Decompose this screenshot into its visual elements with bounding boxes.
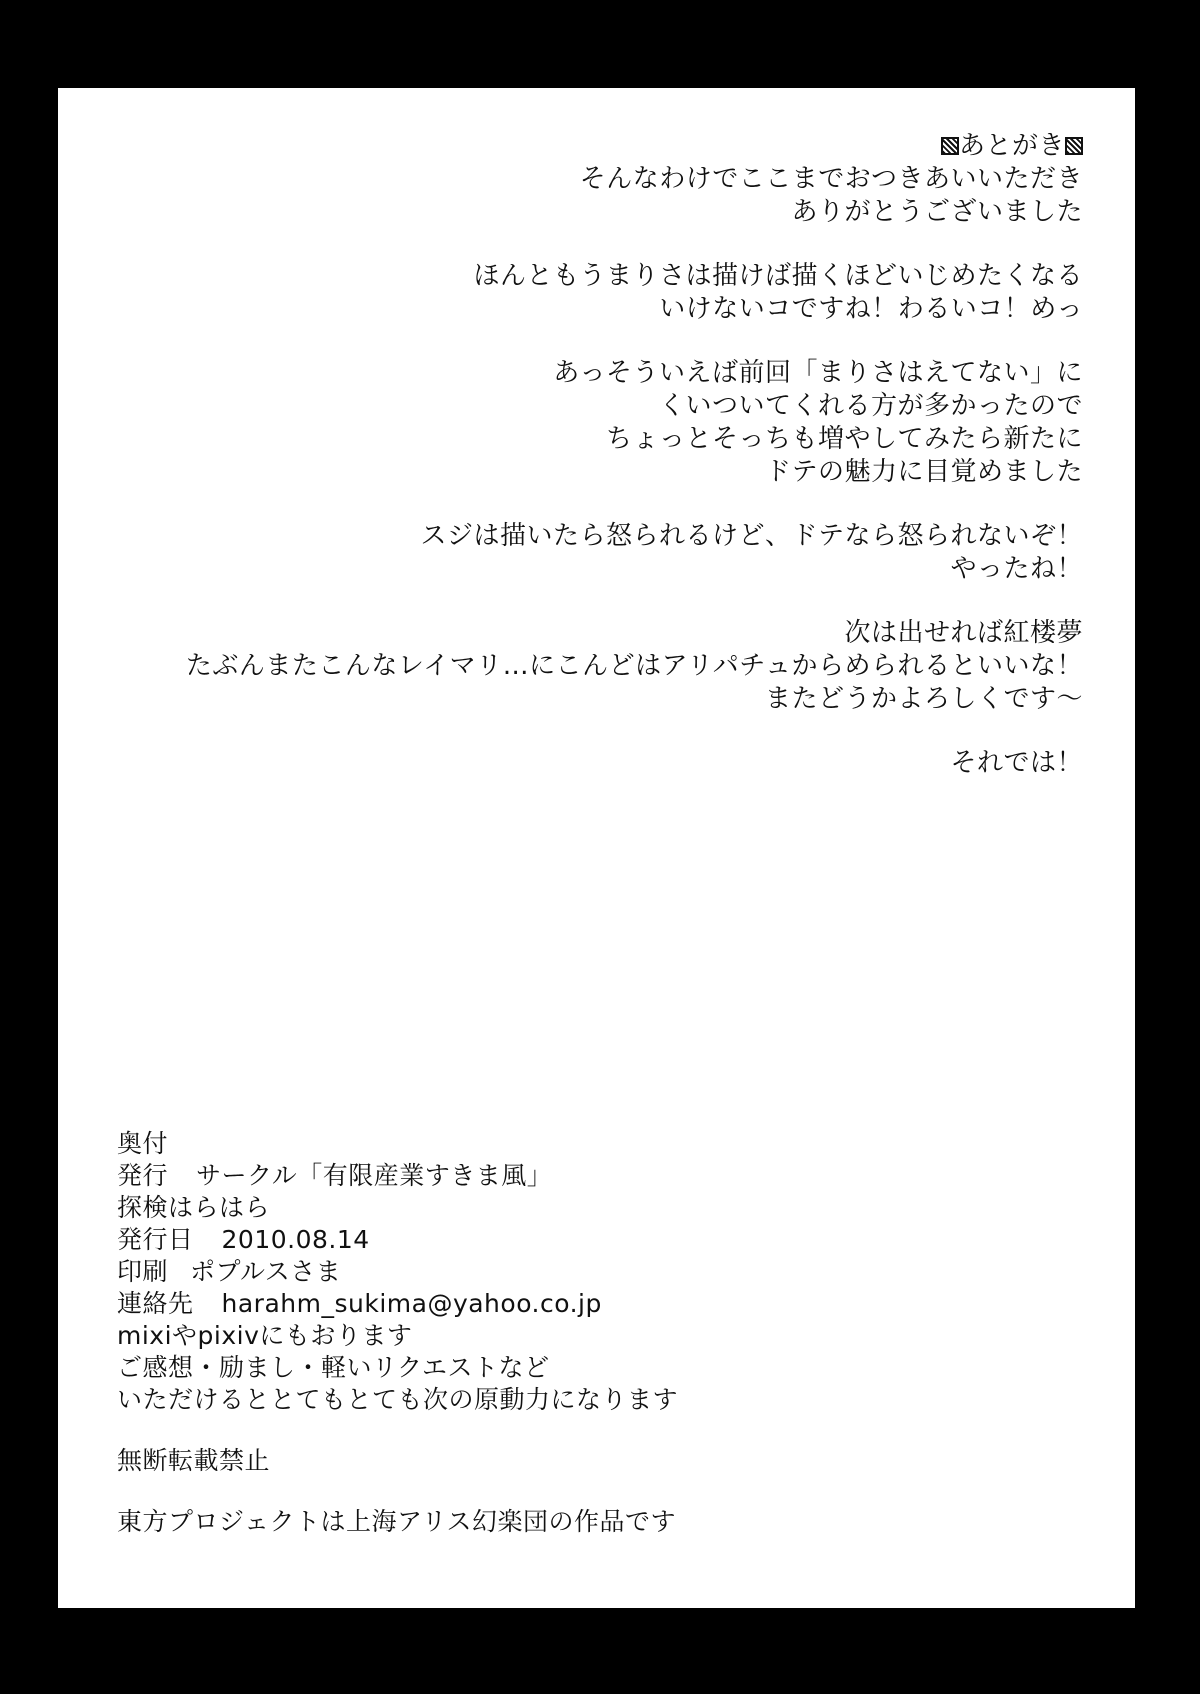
publisher-label: 発行 xyxy=(117,1161,169,1190)
text-line: スジは描いたら怒られるけど、ドテなら怒られないぞ！ xyxy=(420,521,1083,551)
date-label: 発行日 xyxy=(117,1225,194,1254)
contact-email: harahm_sukima@yahoo.co.jp xyxy=(221,1289,602,1318)
colophon-title: 奥付 xyxy=(117,1129,169,1158)
contact-row xyxy=(117,1288,678,1320)
note-line: いただけるととてもとても次の原動力になります xyxy=(117,1385,679,1414)
note-line: mixiやpixivにもおります xyxy=(117,1321,413,1350)
printer-value: ポプルスさま xyxy=(190,1257,342,1286)
text-line: そんなわけでここまでおつきあいいただき xyxy=(579,164,1083,194)
date-row xyxy=(117,1224,678,1256)
text-line: それでは！ xyxy=(950,748,1083,778)
afterword-heading xyxy=(183,130,1083,163)
hatched-square-icon xyxy=(941,137,959,155)
printer-row xyxy=(117,1256,678,1288)
text-line: くいついてくれる方が多かったので xyxy=(658,391,1083,421)
hatched-square-icon xyxy=(1065,137,1083,155)
note-line: ご感想・励まし・軽いリクエストなど xyxy=(117,1353,550,1382)
text-line: 次は出せれば紅楼夢 xyxy=(844,618,1083,648)
text-line: ほんともうまりさは描けば描くほどいじめたくなる xyxy=(473,261,1083,291)
afterword-paragraph xyxy=(183,617,1083,716)
publisher-row xyxy=(117,1160,678,1192)
afterword-section xyxy=(183,130,1083,811)
copyright-block xyxy=(117,1506,678,1538)
prohibition-notice: 無断転載禁止 xyxy=(117,1446,271,1475)
colophon-details xyxy=(117,1128,678,1416)
text-line: またどうかよろしくです～ xyxy=(764,684,1083,714)
afterword-title: あとがき xyxy=(958,131,1065,161)
author-row: 探検はらはら xyxy=(117,1193,271,1222)
contact-label: 連絡先 xyxy=(117,1289,194,1318)
text-line: あっそういえば前回「まりさはえてない」に xyxy=(553,358,1083,388)
afterword-paragraph xyxy=(183,260,1083,326)
text-line: やったね！ xyxy=(950,554,1083,584)
printer-label: 印刷 xyxy=(117,1257,169,1286)
text-line: ちょっとそっちも増やしてみたら新たに xyxy=(605,424,1083,454)
date-value: 2010.08.14 xyxy=(221,1225,370,1254)
afterword-paragraph xyxy=(183,747,1083,780)
text-line: たぶんまたこんなレイマリ…にこんどはアリパチュからめられるといいな！ xyxy=(185,651,1083,681)
text-line: いけないコですね！わるいコ！めっ xyxy=(659,294,1083,324)
afterword-paragraph xyxy=(183,357,1083,489)
text-line: ドテの魅力に目覚めました xyxy=(764,457,1083,487)
copyright-notice: 東方プロジェクトは上海アリス幻楽団の作品です xyxy=(117,1507,677,1536)
document-page xyxy=(53,88,1140,1608)
afterword-paragraph xyxy=(183,163,1083,229)
prohibition-block xyxy=(117,1445,678,1477)
text-line: ありがとうございました xyxy=(791,197,1083,227)
afterword-paragraph xyxy=(183,520,1083,586)
publisher-value: サークル「有限産業すきま風」 xyxy=(196,1161,553,1190)
colophon-section xyxy=(117,1128,678,1567)
